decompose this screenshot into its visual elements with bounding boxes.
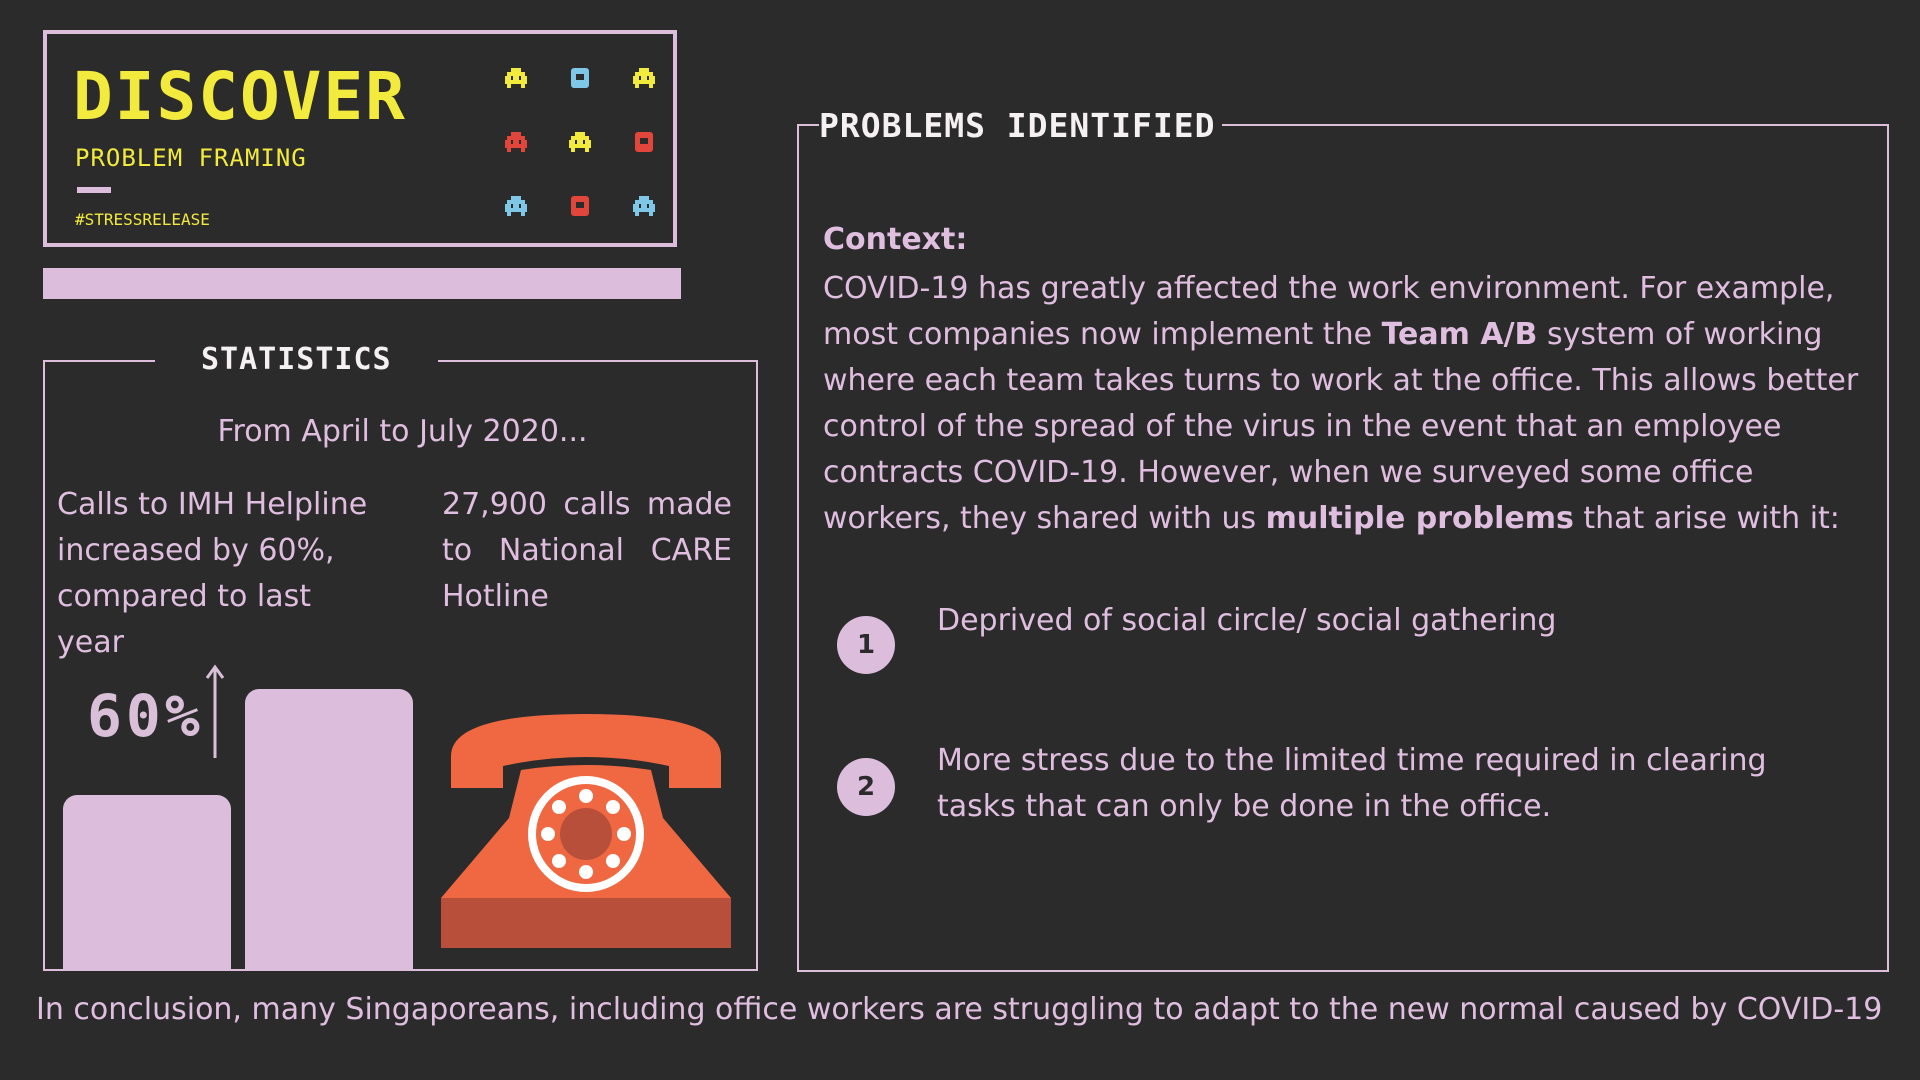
- chart-bar-this-year: [245, 689, 413, 971]
- space-invader-icon: [505, 132, 527, 152]
- context-emphasis: Team A/B: [1381, 317, 1538, 352]
- space-invader-icon: [569, 132, 591, 152]
- problem-number-badge: 2: [837, 758, 895, 816]
- problems-heading: PROBLEMS IDENTIFIED: [819, 106, 1222, 145]
- context-text: COVID-19 has greatly affected the work environment. For example, most companies now implement the: [823, 271, 1835, 352]
- context-text: that arise with it:: [1573, 501, 1840, 536]
- context-paragraph: [823, 266, 1863, 542]
- statistics-period: From April to July 2020...: [217, 414, 588, 449]
- space-invader-icon: [505, 68, 527, 88]
- space-invader-icon: [633, 68, 655, 88]
- problem-item: More stress due to the limited time required in clearing tasks that can only be done in the office.: [937, 743, 1767, 824]
- up-arrow-icon: [205, 664, 225, 760]
- context-heading: Context:: [823, 222, 968, 257]
- title-divider: [77, 187, 111, 193]
- space-invader-icon: [633, 196, 655, 216]
- problem-item: Deprived of social circle/ social gathering: [937, 603, 1557, 638]
- title-card: [43, 30, 677, 247]
- space-invader-grid-icon: [501, 64, 661, 224]
- increase-percent-label: 60%: [87, 682, 204, 750]
- problem-number-badge: 1: [837, 616, 895, 674]
- care-hotline-stat: 27,900 calls made to National CARE Hotline: [442, 487, 732, 614]
- statistics-heading: STATISTICS: [155, 342, 438, 377]
- chart-bar-last-year: [63, 795, 231, 971]
- context-text: system of working where each team takes turns to work at the office. This allows better control of the spread of the virus in the event that an employee contracts COVID-19. However, when we surveyed some office workers, they shared with us: [823, 317, 1859, 536]
- imh-helpline-stat: Calls to IMH Helpline increased by 60%, compared to last year: [57, 487, 368, 660]
- space-invader-icon: [571, 68, 589, 88]
- statistics-panel: [43, 342, 758, 971]
- page-subtitle: PROBLEM FRAMING: [75, 144, 307, 172]
- page-title: DISCOVER: [73, 58, 407, 135]
- hashtag: #STRESSRELEASE: [75, 210, 210, 229]
- space-invader-icon: [571, 196, 589, 216]
- decorative-bar: [43, 268, 681, 299]
- context-emphasis: multiple problems: [1265, 501, 1574, 536]
- problems-panel: [797, 106, 1889, 972]
- space-invader-icon: [635, 132, 653, 152]
- space-invader-icon: [505, 196, 527, 216]
- conclusion-text: In conclusion, many Singaporeans, including office workers are struggling to adapt to the new normal caused by COVID-19: [36, 992, 1883, 1027]
- telephone-icon: [441, 708, 731, 948]
